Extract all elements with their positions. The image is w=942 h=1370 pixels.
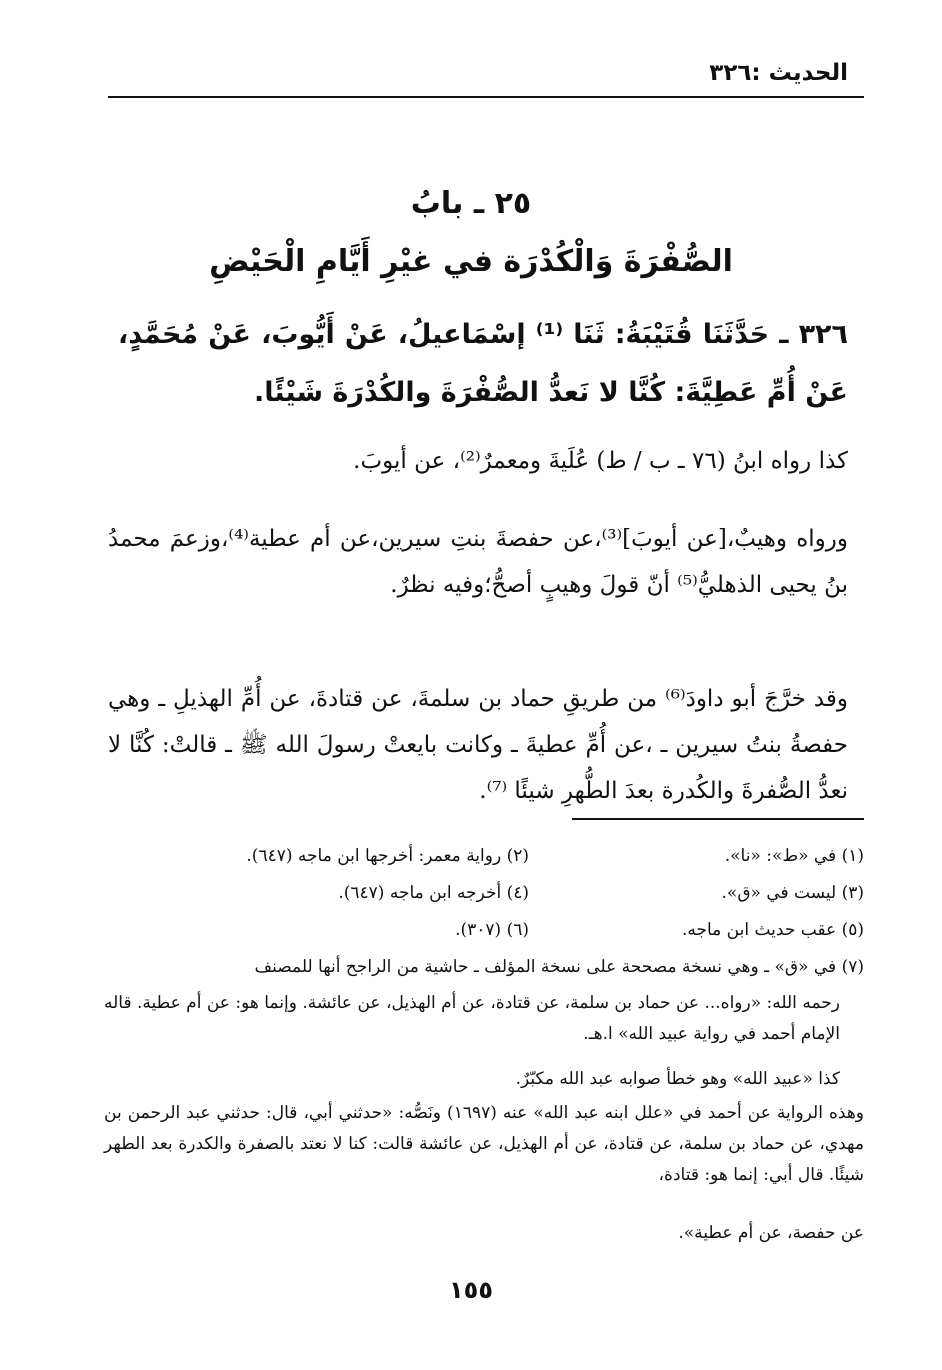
footnote-3: (٣) ليست في «ق». xyxy=(721,883,864,903)
footnote-7-quote: رحمه الله: «رواه... عن حماد بن سلمة، عن قتادة، عن أم الهذيل، عن عائشة. وإنما هو: عن أم عطية. قاله الإمام أحمد في رواية عبيد الله» ا.هـ. xyxy=(104,993,840,1044)
running-head: الحديث :٣٢٦ xyxy=(709,60,848,86)
page-number: ١٥٥ xyxy=(449,1276,493,1304)
footnote-5: (٥) عقب حديث ابن ماجه. xyxy=(681,920,864,940)
paragraph-3: وقد خرَّجَ أبو داودَ⁽⁶⁾ من طريقِ حماد بن سلمةَ، عن قتادةَ، عن أُمِّ الهذيلِ ـ وهي حفصةُ بنتُ سيرين ـ ،عن أُمِّ عطيةَ ـ وكانت بايعتْ رسولَ الله ﷺ ـ قالتْ: كُنَّا لا نعدُّ الصُّفرةَ والكُدرة بعدَ الطُّهرِ شيئًا ⁽⁷⁾. xyxy=(108,686,848,804)
hadith-text: ٣٢٦ ـ حَدَّثَنَا قُتَيْبَةُ: ثَنَا ⁽¹⁾ إسْمَاعيلُ، عَنْ أَيُّوبَ، عَنْ مُحَمَّدٍ، عَنْ أُمِّ عَطِيَّةَ: كُنَّا لا نَعدُّ الصُّفْرَةَ والكُدْرَةَ شَيْئًا. xyxy=(118,319,849,408)
footnote-7-correction: كذا «عبيد الله» وهو خطأ صوابه عبد الله مكبّرٌ. xyxy=(515,1069,840,1089)
chapter-number: ٢٥ ـ بابُ xyxy=(410,186,532,221)
header-rule xyxy=(108,96,864,98)
paragraph-1: كذا رواه ابنُ (٧٦ ـ ب / ط) عُلَيةَ ومعمرٌ⁽²⁾، عن أيوبَ. xyxy=(353,448,848,474)
paragraph-2: ورواه وهيبٌ،[عن أيوبَ]⁽³⁾،عن حفصةَ بنتِ سيرين،عن أم عطية⁽⁴⁾،وزعمَ محمدُ بنُ يحيى الذهليُّ⁽⁵⁾ أنّ قولَ وهيبٍ أصحُّ؛وفيه نظرٌ. xyxy=(108,526,848,598)
footnote-2: (٢) رواية معمر: أخرجها ابن ماجه (٦٤٧). xyxy=(246,846,529,866)
footnote-4: (٤) أخرجه ابن ماجه (٦٤٧). xyxy=(338,883,529,903)
footnote-7-end: عن حفصة، عن أم عطية». xyxy=(678,1223,864,1243)
footnote-1: (١) في «ط»: «نا». xyxy=(724,846,864,866)
footnote-6: (٦) (٣٠٧). xyxy=(455,920,529,940)
chapter-title: الصُّفْرَةَ وَالْكُدْرَة في غيْرِ أَيَّامِ الْحَيْضِ xyxy=(209,244,733,279)
footnote-7-riwaya: وهذه الرواية عن أحمد في «علل ابنه عبد الله» عنه (١٦٩٧) ونَصُّه: «حدثني أبي، قال: حدثني عبد الرحمن بن مهدي، عن حماد بن سلمة، عن قتادة، عن أم الهذيل، عن عائشة قالت: كنا لا نعتد بالصفرة والكدرة بعد الطهر شيئًا. قال أبي: إنما هو: قتادة، xyxy=(104,1103,864,1185)
footnote-7-first-line: (٧) في «ق» ـ وهي نسخة مصححة على نسخة المؤلف ـ حاشية من الراجح أنها للمصنف xyxy=(254,957,864,977)
footnote-separator xyxy=(572,818,864,820)
